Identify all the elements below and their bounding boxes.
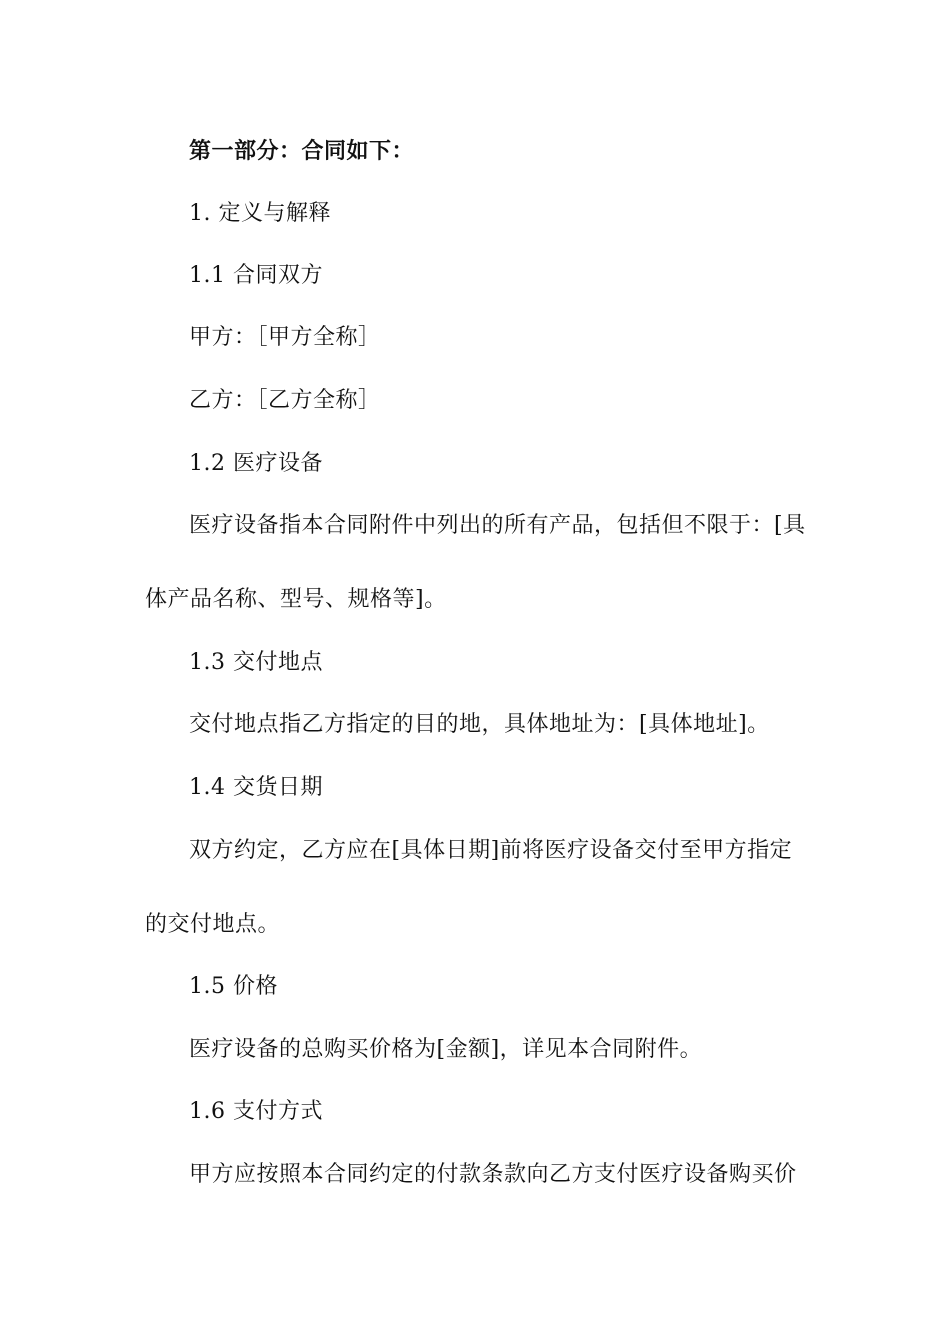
paragraph-1-3: 交付地点指乙方指定的目的地，具体地址为：[具体地址]。 xyxy=(189,712,770,737)
paragraph-1-2-line-1: 医疗设备指本合同附件中列出的所有产品，包括但不限于：[具 xyxy=(189,513,806,538)
paragraph-1-5: 医疗设备的总购买价格为[金额]，详见本合同附件。 xyxy=(189,1037,703,1062)
heading-1-1: 1.1 合同双方 xyxy=(189,263,323,288)
paragraph-1-6-line-1: 甲方应按照本合同约定的付款条款向乙方支付医疗设备购买价 xyxy=(189,1162,797,1187)
party-b-line: 乙方：［乙方全称］ xyxy=(189,388,381,413)
heading-1-4: 1.4 交货日期 xyxy=(189,775,323,800)
heading-1-6: 1.6 支付方式 xyxy=(189,1099,323,1124)
party-a-line: 甲方：［甲方全称］ xyxy=(189,325,381,350)
heading-1: 1. 定义与解释 xyxy=(189,201,331,226)
paragraph-1-4-line-2: 的交付地点。 xyxy=(145,912,281,937)
heading-1-2: 1.2 医疗设备 xyxy=(189,451,323,476)
heading-1-3: 1.3 交付地点 xyxy=(189,650,323,675)
paragraph-1-2-line-2: 体产品名称、型号、规格等]。 xyxy=(145,587,447,612)
section-title: 第一部分：合同如下： xyxy=(189,139,415,164)
paragraph-1-4-line-1: 双方约定，乙方应在[具体日期]前将医疗设备交付至甲方指定 xyxy=(189,838,793,863)
heading-1-5: 1.5 价格 xyxy=(189,974,278,999)
